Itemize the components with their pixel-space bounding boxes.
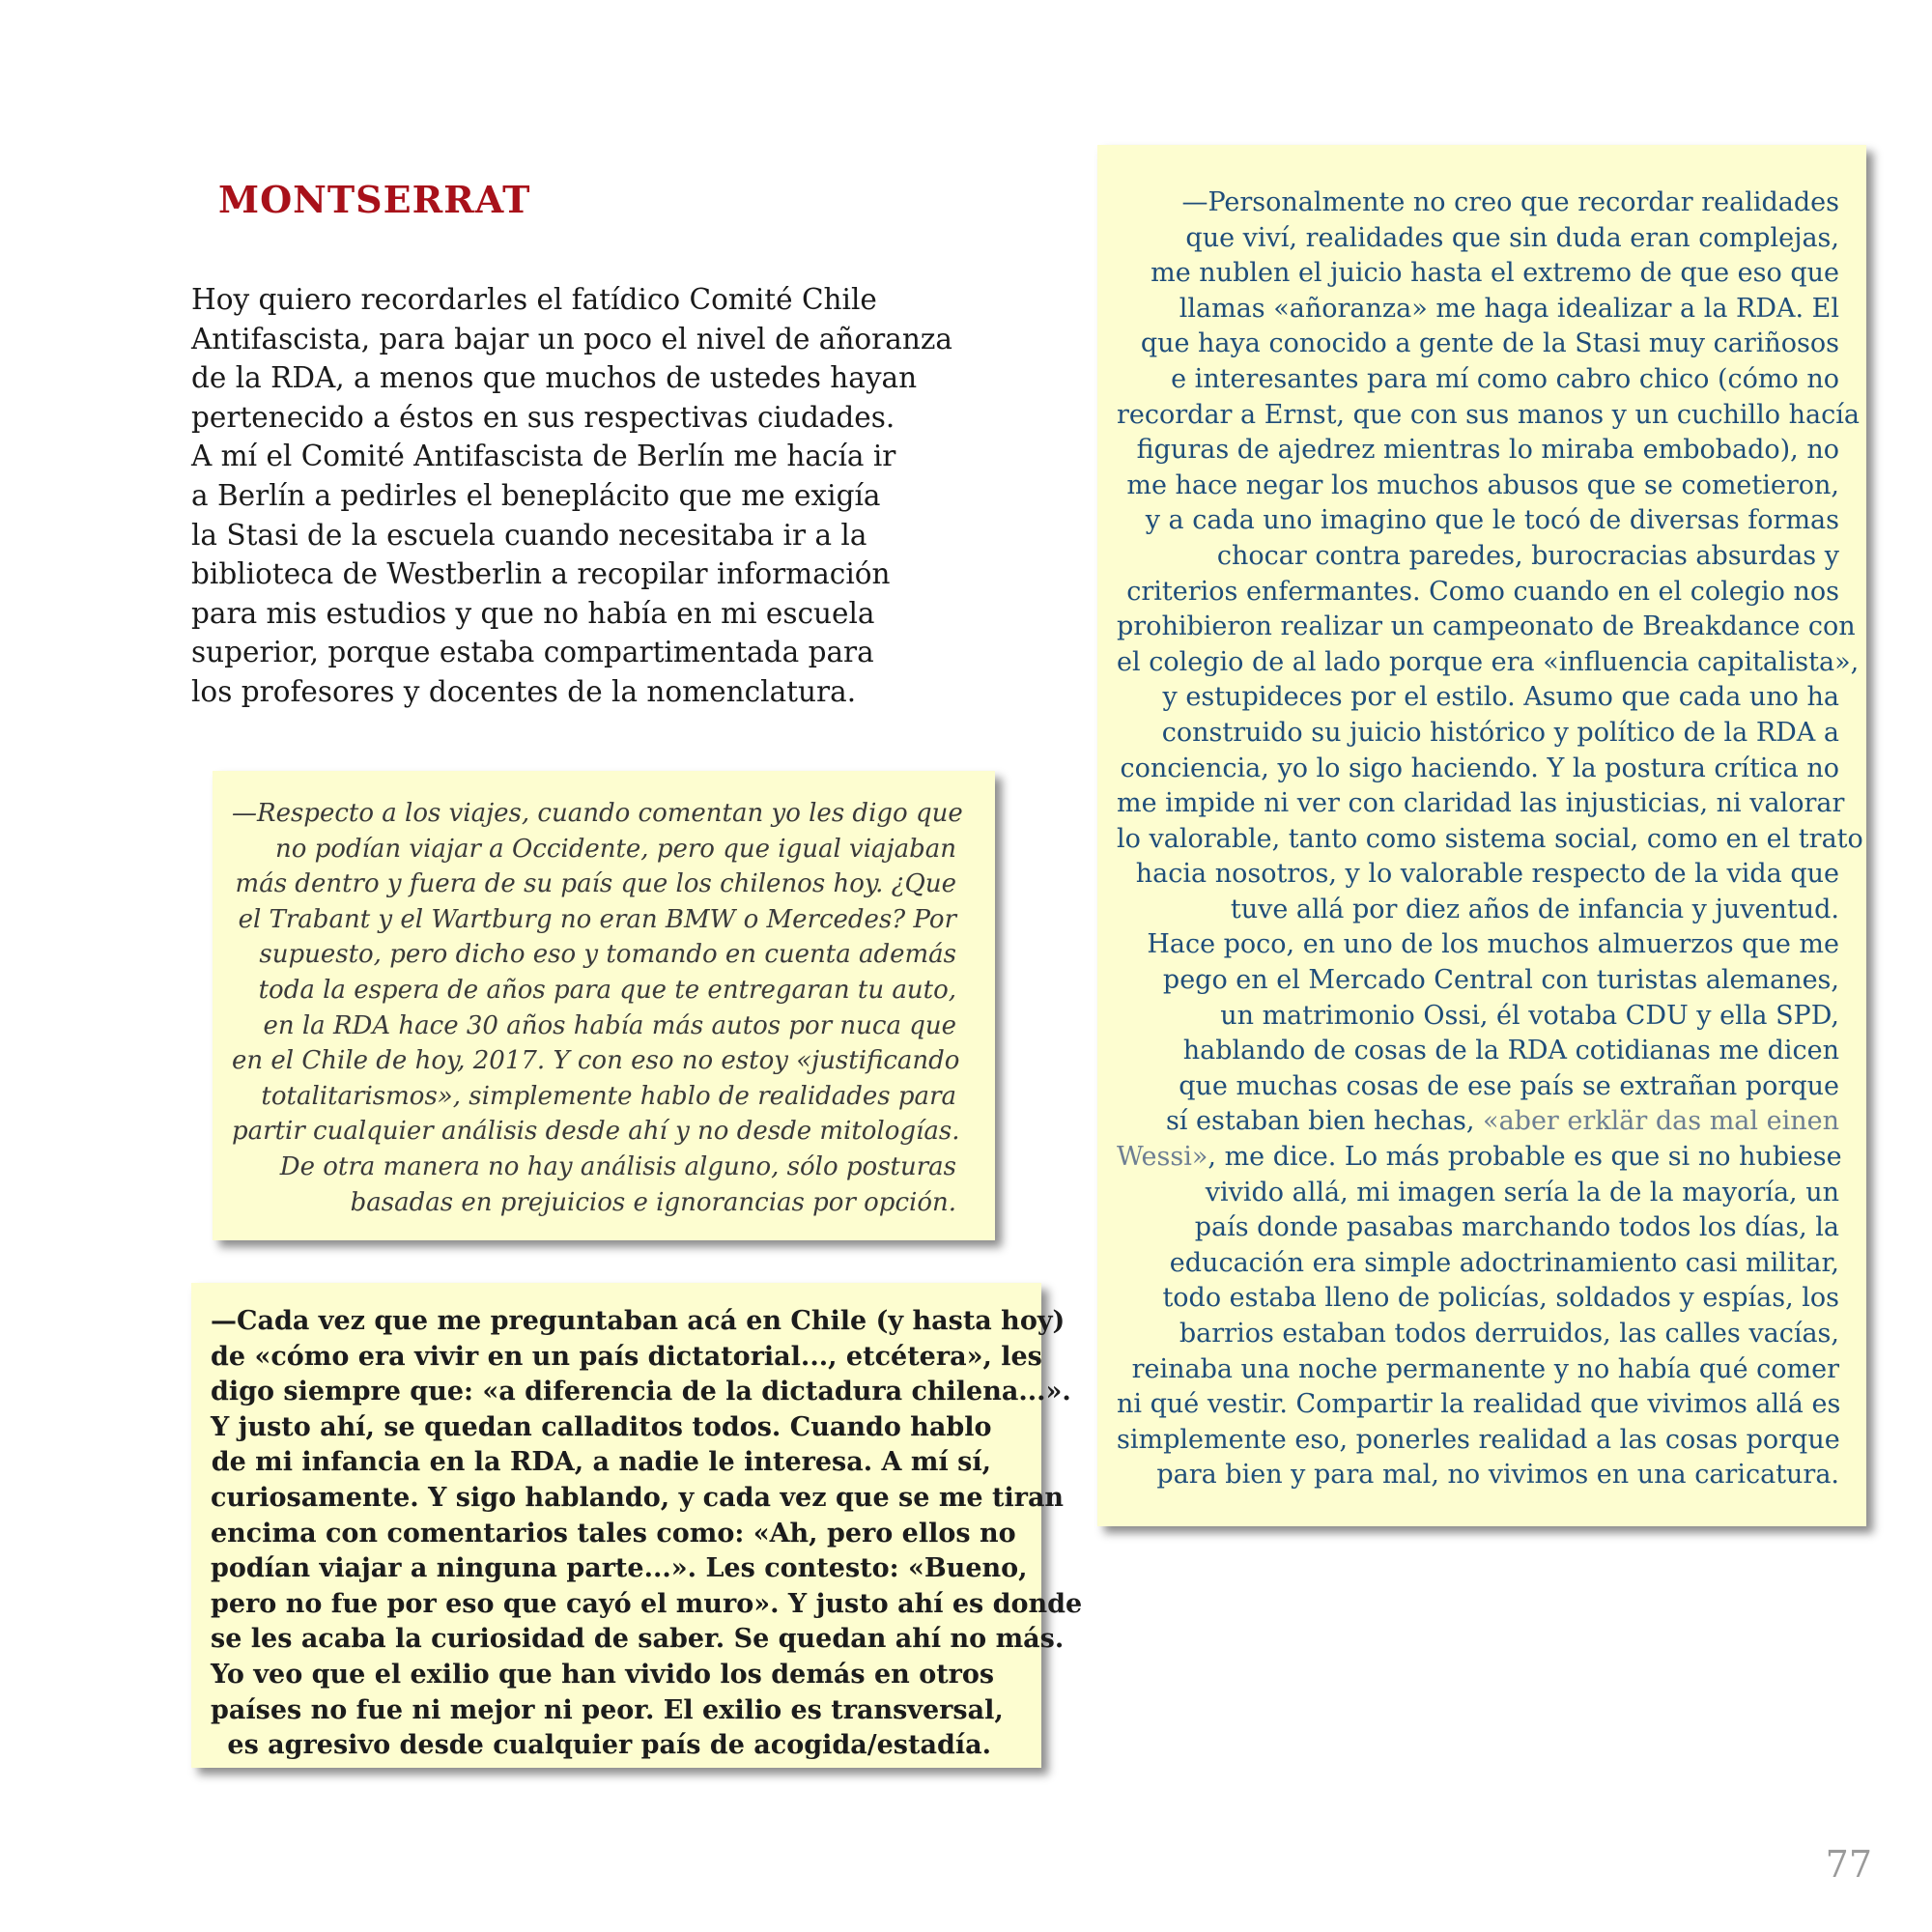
- quote-line: totalitarismos», simplemente hablo de realidades para: [261, 1081, 956, 1111]
- quote-line: que muchas cosas de ese país se extrañan porque: [1179, 1070, 1839, 1101]
- quote-line: pego en el Mercado Central con turistas alemanes,: [1162, 965, 1839, 996]
- quote-line: en el Chile de hoy, 2017. Y con eso no estoy «justificando: [232, 1046, 960, 1076]
- quote-line: —Personalmente no creo que recordar realidades: [1181, 187, 1839, 217]
- quote-line: el colegio de al lado porque era «influencia capitalista»,: [1117, 646, 1860, 677]
- quote-line: construido su juicio histórico y político de la RDA a: [1161, 717, 1839, 748]
- quote-line: educación era simple adoctrinamiento casi militar,: [1169, 1247, 1839, 1278]
- text-line: A mí el Comité Antifascista de Berlín me hacía ir: [191, 440, 896, 473]
- quote-line: es agresivo desde cualquier país de acogida/estadía.: [227, 1730, 991, 1761]
- quote-line: podían viajar a ninguna parte...». Les contesto: «Bueno,: [211, 1553, 1028, 1584]
- quote-line: digo siempre que: «a diferencia de la dictadura chilena...».: [211, 1377, 1071, 1407]
- quote-line: países no fue ni mejor ni peor. El exilio es transversal,: [211, 1694, 1004, 1725]
- quote-line: que haya conocido a gente de la Stasi muy cariñosos: [1140, 328, 1839, 359]
- quote-line: prohibieron realizar un campeonato de Breakdance con: [1117, 611, 1856, 642]
- text-line: la Stasi de la escuela cuando necesitaba ir a la: [191, 518, 867, 552]
- quote-line: toda la espera de años para que te entregaran tu auto,: [258, 975, 956, 1005]
- quote-line: llamas «añoranza» me haga idealizar a la RDA. El: [1179, 293, 1839, 324]
- text-line: Antifascista, para bajar un poco el nivel de añoranza: [191, 322, 952, 355]
- quote-line: basadas en prejuicios e ignorancias por opción.: [350, 1187, 956, 1217]
- quote-line: el Trabant y el Wartburg no eran BMW o Mercedes? Por: [238, 904, 956, 934]
- quote-line: que viví, realidades que sin duda eran complejas,: [1185, 222, 1839, 253]
- text-line: a Berlín a pedirles el beneplácito que me exigía: [191, 478, 881, 512]
- quote-line: reinaba una noche permanente y no había qué comer: [1131, 1353, 1839, 1384]
- quote-line: para bien y para mal, no vivimos en una caricatura.: [1156, 1460, 1839, 1491]
- quote-line: barrios estaban todos derruidos, las calles vacías,: [1179, 1319, 1839, 1349]
- quote-line: de «cómo era vivir en un país dictatorial..., etcétera», les: [211, 1341, 1042, 1372]
- quote-line: partir cualquier análisis desde ahí y no desde mitologías.: [232, 1117, 960, 1147]
- quote-line: país donde pasabas marchando todos los días, la: [1194, 1212, 1839, 1243]
- quote-line: en la RDA hace 30 años había más autos por nuca que: [263, 1010, 956, 1040]
- quote-line: me hace negar los muchos abusos que se cometieron,: [1126, 469, 1839, 500]
- quote-line: curiosamente. Y sigo hablando, y cada vez que se me tiran: [211, 1482, 1065, 1513]
- quote-line: e interesantes para mí como cabro chico (cómo no: [1171, 363, 1839, 394]
- quote-line: recordar a Ernst, que con sus manos y un cuchillo hacía: [1117, 399, 1860, 430]
- quote-line: y a cada uno imagino que le tocó de diversas formas: [1145, 505, 1839, 536]
- quote-line: Y justo ahí, se quedan calladitos todos. Cuando hablo: [211, 1411, 992, 1442]
- page-number: 77: [1825, 1843, 1872, 1886]
- quote-line: criterios enfermantes. Como cuando en el colegio nos: [1126, 576, 1839, 607]
- quote-line: chocar contra paredes, burocracias absurdas y: [1216, 540, 1839, 571]
- quote-line: no podían viajar a Occidente, pero que igual viajaban: [274, 834, 956, 864]
- quote-line: hablando de cosas de la RDA cotidianas me dicen: [1182, 1036, 1839, 1066]
- quote-line: supuesto, pero dicho eso y tomando en cuenta además: [259, 940, 956, 970]
- quote-line: De otra manera no hay análisis alguno, sólo posturas: [279, 1151, 956, 1181]
- quote-line: Hace poco, en uno de los muchos almuerzos que me: [1147, 929, 1839, 960]
- quote-line: hacia nosotros, y lo valorable respecto de la vida que: [1135, 859, 1839, 890]
- quote-line: me nublen el juicio hasta el extremo de que eso que: [1151, 258, 1839, 289]
- quote-line: simplemente eso, ponerles realidad a las cosas porque: [1117, 1424, 1840, 1455]
- quote-line: encima con comentarios tales como: «Ah, pero ellos no: [211, 1518, 1016, 1548]
- quote-line: me impide ni ver con claridad las injusticias, ni valorar: [1117, 788, 1845, 819]
- text-line: Hoy quiero recordarles el fatídico Comité Chile: [191, 283, 877, 316]
- quote-line: un matrimonio Ossi, él votaba CDU y ella SPD,: [1220, 1000, 1839, 1031]
- quote-text: , me dice. Lo más probable es que si no hubiese: [1208, 1142, 1842, 1173]
- quote-line: Yo veo que el exilio que han vivido los demás en otros: [211, 1659, 995, 1690]
- text-line: para mis estudios y que no había en mi escuela: [191, 596, 875, 630]
- quote-text: sí estaban bien hechas,: [1165, 1106, 1475, 1137]
- quote-line: lo valorable, tanto como sistema social, como en el trato: [1117, 823, 1863, 854]
- german-quote-text: Wessi»: [1117, 1142, 1208, 1173]
- quote-line: más dentro y fuera de su país que los chilenos hoy. ¿Que: [235, 869, 956, 899]
- text-line: superior, porque estaba compartimentada para: [191, 636, 874, 669]
- quote-line: y estupideces por el estilo. Asumo que cada uno ha: [1162, 682, 1839, 713]
- quote-line: —Respecto a los viajes, cuando comentan yo les digo que: [232, 799, 963, 828]
- quote-line: figuras de ajedrez mientras lo miraba embobado), no: [1136, 435, 1839, 466]
- quote-line: todo estaba lleno de policías, soldados y espías, los: [1162, 1283, 1839, 1314]
- text-line: los profesores y docentes de la nomenclatura.: [191, 674, 857, 708]
- quote-line: de mi infancia en la RDA, a nadie le interesa. A mí sí,: [211, 1447, 991, 1478]
- quote-line: se les acaba la curiosidad de saber. Se quedan ahí no más.: [211, 1624, 1065, 1655]
- quote-line: conciencia, yo lo sigo haciendo. Y la postura crítica no: [1120, 753, 1839, 783]
- quote-box-italic: [213, 771, 995, 1240]
- section-title: MONTSERRAT: [218, 178, 531, 221]
- text-line: de la RDA, a menos que muchos de ustedes hayan: [191, 361, 918, 395]
- quote-box-bold: [191, 1283, 1083, 1768]
- quote-line: ni qué vestir. Compartir la realidad que vivimos allá es: [1117, 1389, 1841, 1420]
- intro-paragraph: [191, 280, 964, 712]
- text-line: biblioteca de Westberlin a recopilar información: [191, 557, 891, 591]
- german-quote-text: «aber erklär das mal einen: [1483, 1106, 1839, 1137]
- text-line: pertenecido a éstos en sus respectivas ciudades.: [191, 400, 895, 434]
- quote-line: —Cada vez que me preguntaban acá en Chile (y hasta hoy): [211, 1306, 1065, 1336]
- quote-box-blue: [1097, 145, 1866, 1526]
- quote-line: pero no fue por eso que cayó el muro». Y justo ahí es donde: [211, 1588, 1083, 1619]
- quote-line-mixed: [1117, 1140, 1842, 1176]
- quote-line-mixed: [1117, 1104, 1839, 1140]
- quote-line: tuve allá por diez años de infancia y juventud.: [1230, 894, 1839, 924]
- quote-line: vivido allá, mi imagen sería la de la mayoría, un: [1205, 1177, 1839, 1208]
